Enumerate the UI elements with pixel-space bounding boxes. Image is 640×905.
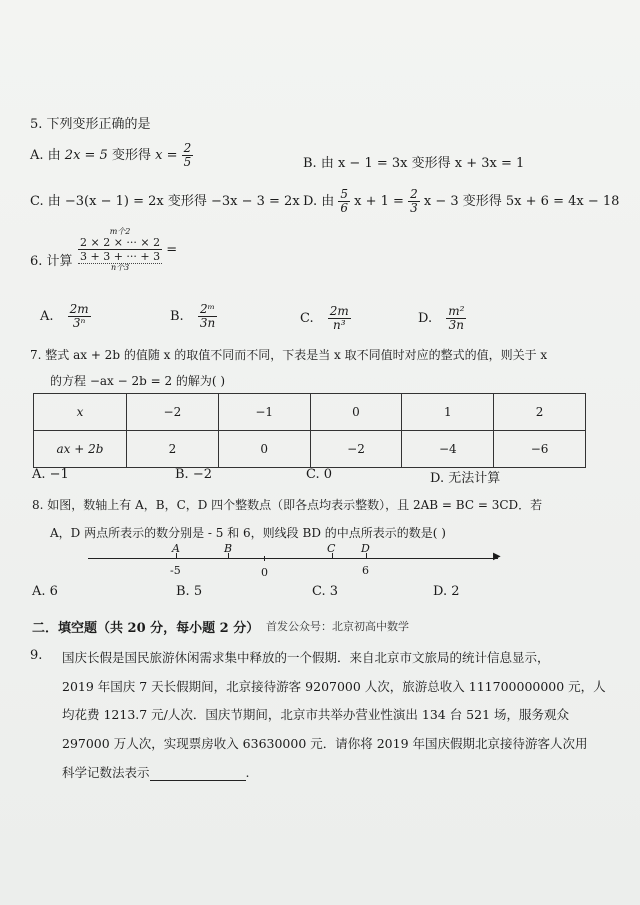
q6-numerator: 2 × 2 × ··· × 2 [80,236,161,249]
q5-option-d [303,188,619,215]
table-cell: 0 [218,431,310,468]
q6-c-label: C. [300,311,314,326]
q6-a-den: 3ⁿ [72,316,86,330]
q9-line-4: 297000 万人次，实现票房收入 63630000 元．请你将 2019 年国庆假期北京接待游客人次用 [62,736,588,751]
q6-option-a [40,303,91,330]
q6-a-label: A. [40,309,54,324]
q6-d-den: 3n [448,318,465,332]
q5-a-mid: 变形得 [111,148,151,163]
q7-option-a: A. −1 [32,467,69,482]
table-cell: 2 [494,394,586,431]
q5-a-prefix: A. 由 [30,148,61,163]
q6-b-num: 2ᵐ [198,303,217,317]
q8-option-d: D. 2 [433,584,460,599]
q6-equals: = [166,242,178,258]
table-cell: 1 [402,394,494,431]
table-cell: −6 [494,431,586,468]
point-d-label: D [361,542,370,555]
q6-b-den: 3n [199,316,216,330]
table-head-expr: ax + 2b [34,431,127,468]
q9-line-3: 均花费 1213.7 元/人次．国庆节期间，北京市共举办营业性演出 134 台 521 场，服务观众 [62,707,570,722]
q9-end-dot: . [245,765,250,780]
q7-line-2: 的方程 −ax − 2b = 2 的解为( ) [50,374,226,388]
q6-c-den: n³ [333,318,346,332]
watermark-text: 首发公众号：北京初高中数学 [266,620,409,633]
tick-zero [264,556,265,561]
q5-a-equation: 2x = 5 [64,148,108,163]
q9-line-5 [62,763,250,781]
q9-line-1: 国庆长假是国民旅游休闲需求集中释放的一个假期．来自北京市文旅局的统计信息显示， [62,650,550,665]
q6-b-label: B. [170,309,184,324]
point-a-label: A [172,542,180,555]
q5-d-fraction-2 [408,188,420,215]
q5-a-fraction [182,142,194,169]
table-cell: 2 [127,431,219,468]
q5-option-a [30,142,193,169]
q5-d-mid: x + 1 = [354,194,404,209]
number-line-axis [88,558,498,559]
q5-option-c: C. 由 −3(x − 1) = 2x 变形得 −3x − 3 = 2x [30,194,300,209]
q9-line-5-text: 科学记数法表示 [62,765,150,780]
table-head-x: x [34,394,127,431]
q5-d-num1: 5 [340,187,349,201]
num-zero: 0 [261,566,268,579]
q6-c-num: 2m [329,304,349,318]
q6-bottom-brace: n个3 [110,263,130,272]
table-cell: 0 [310,394,402,431]
arrow-right-icon: ▶ [493,551,501,562]
q6-option-c [300,305,351,332]
q8-line-1: 8. 如图，数轴上有 A，B，C，D 四个整数点（即各点均表示整数），且 2AB = BC = 3CD．若 [32,498,543,512]
q6-option-b [170,303,217,330]
q7-option-c: C. 0 [306,467,333,482]
q5-stem: 5. 下列变形正确的是 [30,117,151,132]
table-cell: −4 [402,431,494,468]
q6-stem: 6. 计算 [30,254,73,269]
q7-option-d: D. 无法计算 [430,471,501,486]
q8-line-2: A，D 两点所表示的数分别是 - 5 和 6，则线段 BD 的中点所表示的数是( ) [50,526,446,540]
q6-a-num: 2m [69,302,89,316]
section-title: 二．填空题（共 20 分，每小题 2 分） [32,621,260,636]
q5-d-den1: 6 [340,201,349,215]
q5-d-fraction-1 [338,188,350,215]
q5-d-rest: x − 3 变形得 5x + 6 = 4x − 18 [423,194,620,209]
q6-big-fraction [78,228,177,272]
q8-option-c: C. 3 [312,584,339,599]
q5-a-num: 2 [183,141,192,155]
point-c-label: C [327,542,336,555]
table-row [34,431,586,468]
q9-line-2: 2019 年国庆 7 天长假期间，北京接待游客 9207000 人次，旅游总收入 111700000000 元，人 [62,679,606,694]
point-b-label: B [224,542,233,555]
num-minus-five: -5 [170,564,181,577]
q5-d-num2: 2 [410,187,418,201]
q8-option-b: B. 5 [176,584,203,599]
q6-denominator: 3 + 3 + ··· + 3 [80,250,161,263]
q7-line-1: 7. 整式 ax + 2b 的值随 x 的取值不同而不同，下表是当 x 取不同值时对应的整式的值，则关于 x [30,348,548,362]
q6-d-num: m² [448,304,465,318]
q6-d-label: D. [418,311,433,326]
q9-number: 9. [30,648,43,663]
q7-option-b: B. −2 [175,467,212,482]
table-cell: −2 [127,394,219,431]
q5-a-lhs: x = [155,148,178,163]
table-cell: −1 [218,394,310,431]
q6-option-d [418,305,466,332]
q5-d-den2: 3 [410,201,418,215]
table-row [34,394,586,431]
q5-a-den: 5 [183,155,192,169]
q7-value-table [33,393,586,468]
q8-option-a: A. 6 [32,584,58,599]
q6-top-brace: m个2 [109,227,131,236]
q5-d-prefix: D. 由 [303,194,335,209]
answer-blank[interactable] [150,768,246,781]
table-cell: −2 [310,431,402,468]
q5-option-b: B. 由 x − 1 = 3x 变形得 x + 3x = 1 [303,156,525,171]
num-six: 6 [362,564,369,577]
